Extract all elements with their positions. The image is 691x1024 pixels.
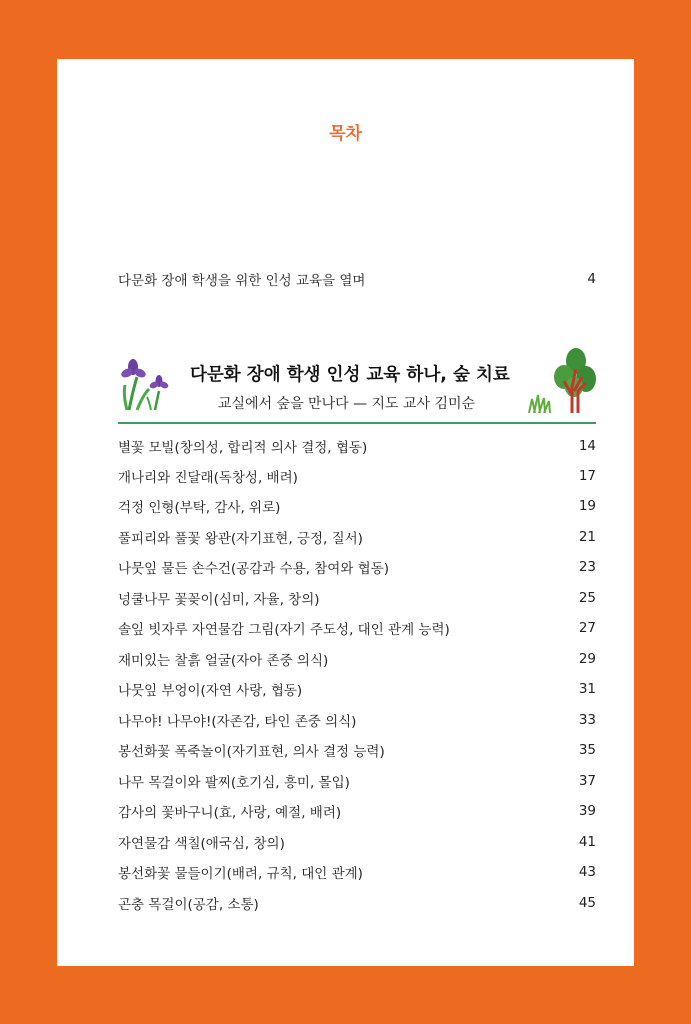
toc-entry[interactable] <box>118 893 596 913</box>
section-title: 다문화 장애 학생 인성 교육 하나, 숲 치료 <box>190 365 510 385</box>
toc-entry-page: 19 <box>578 498 596 514</box>
toc-entry-page: 41 <box>578 834 596 850</box>
toc-entry[interactable] <box>118 710 596 730</box>
toc-entry-title: 감사의 꽃바구니(효, 사랑, 예절, 배려) <box>118 805 342 821</box>
toc-entry[interactable] <box>118 679 596 699</box>
toc-entry-title: 봉선화꽃 폭죽놀이(자기표현, 의사 결정 능력) <box>118 744 385 760</box>
toc-entry-title: 봉선화꽃 물들이기(배려, 규칙, 대인 관계) <box>118 866 363 882</box>
toc-entry-page: 21 <box>578 529 596 545</box>
toc-entry-page: 33 <box>578 712 596 728</box>
toc-intro-row[interactable] <box>118 269 596 289</box>
toc-entry-page: 25 <box>578 590 596 606</box>
section-divider <box>118 422 596 424</box>
toc-entry[interactable] <box>118 588 596 608</box>
toc-entry-page: 23 <box>578 559 596 575</box>
toc-entry[interactable] <box>118 801 596 821</box>
toc-entry-page: 14 <box>578 438 596 454</box>
iris-flower-icon <box>119 355 171 411</box>
toc-entry-page: 4 <box>587 271 596 287</box>
toc-entry[interactable] <box>118 740 596 760</box>
toc-entry[interactable] <box>118 862 596 882</box>
toc-entry-page: 35 <box>578 742 596 758</box>
toc-entry[interactable] <box>118 771 596 791</box>
toc-entry-page: 31 <box>578 681 596 697</box>
toc-entry[interactable] <box>118 832 596 852</box>
toc-entry-title: 나뭇잎 부엉이(자연 사랑, 협동) <box>118 683 303 699</box>
toc-entry[interactable] <box>118 436 596 456</box>
toc-entry[interactable] <box>118 496 596 516</box>
grass-icon <box>527 393 553 413</box>
toc-entry-title: 곤충 목걸이(공감, 소통) <box>118 897 259 913</box>
toc-entry-title: 나무야! 나무야!(자존감, 타인 존중 의식) <box>118 714 357 730</box>
toc-entry-title: 나뭇잎 물든 손수건(공감과 수용, 참여와 협동) <box>118 561 390 577</box>
toc-entry-title: 걱정 인형(부탁, 감사, 위로) <box>118 500 281 516</box>
toc-entry[interactable] <box>118 649 596 669</box>
section-subtitle: 교실에서 숲을 만나다 — 지도 교사 김미순 <box>218 396 476 412</box>
toc-entry-title: 풀피리와 풀꽃 왕관(자기표현, 긍정, 질서) <box>118 531 363 547</box>
toc-page <box>57 59 634 966</box>
toc-entry[interactable] <box>118 618 596 638</box>
toc-entry-page: 29 <box>578 651 596 667</box>
toc-entry[interactable] <box>118 466 596 486</box>
toc-entry[interactable] <box>118 557 596 577</box>
toc-entry-title: 자연물감 색칠(애국심, 창의) <box>118 836 285 852</box>
toc-entry-page: 45 <box>578 895 596 911</box>
toc-entry-title: 별꽃 모빌(창의성, 합리적 의사 결정, 협동) <box>118 440 368 456</box>
toc-entry-page: 27 <box>578 620 596 636</box>
toc-entry[interactable] <box>118 527 596 547</box>
toc-entry-title: 다문화 장애 학생을 위한 인성 교육을 열며 <box>118 273 366 289</box>
toc-entry-title: 나무 목걸이와 팔찌(호기심, 흥미, 몰입) <box>118 775 350 791</box>
toc-entry-page: 43 <box>578 864 596 880</box>
toc-entry-title: 재미있는 찰흙 얼굴(자아 존중 의식) <box>118 653 329 669</box>
toc-entry-page: 17 <box>578 468 596 484</box>
toc-entry-page: 37 <box>578 773 596 789</box>
toc-entry-title: 개나리와 진달래(독창성, 배려) <box>118 470 298 486</box>
toc-title: 목차 <box>329 124 362 144</box>
toc-entry-page: 39 <box>578 803 596 819</box>
tree-icon <box>552 347 598 413</box>
toc-entry-title: 넝쿨나무 꽃꽂이(심미, 자율, 창의) <box>118 592 320 608</box>
toc-entry-title: 솔잎 빗자루 자연물감 그림(자기 주도성, 대인 관계 능력) <box>118 622 450 638</box>
